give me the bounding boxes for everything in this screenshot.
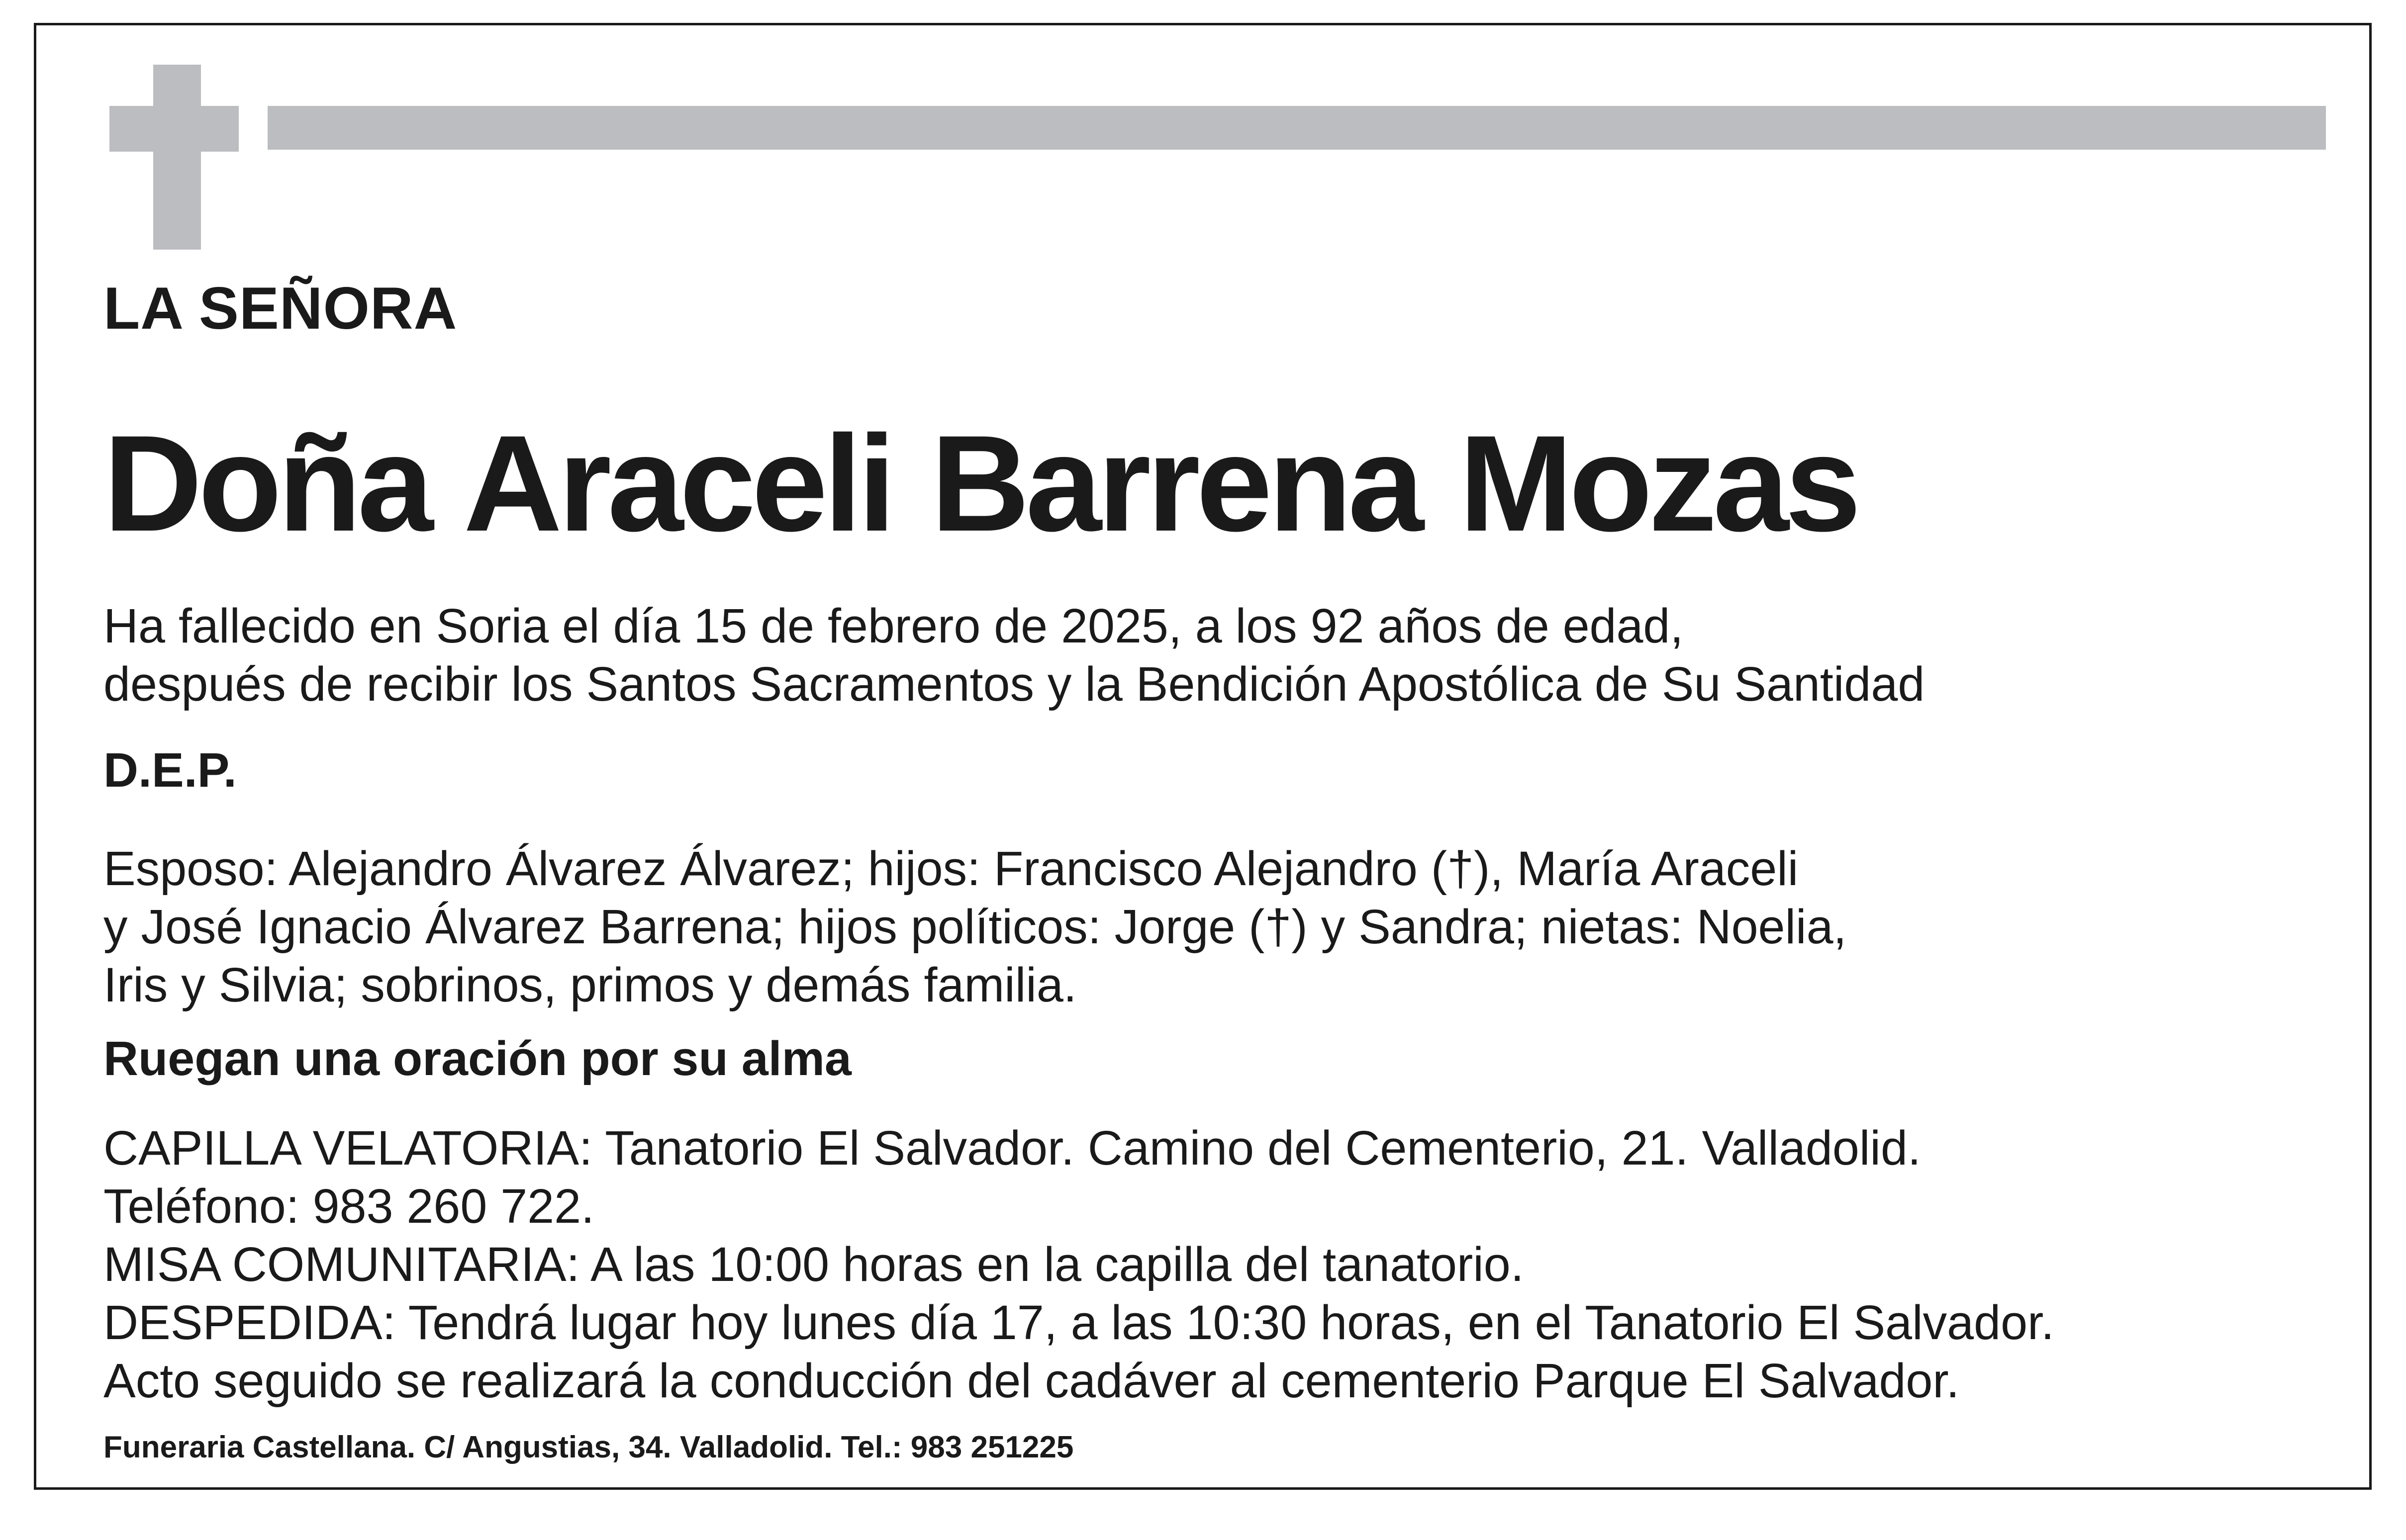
service-details-line: MISA COMUNITARIA: A las 10:00 horas en la capilla del tanatorio. <box>103 1237 1524 1291</box>
family-list-line: Iris y Silvia; sobrinos, primos y demás familia. <box>103 958 1077 1012</box>
death-announcement-line: Ha fallecido en Soria el día 15 de febrero de 2025, a los 92 años de edad, <box>103 599 1684 653</box>
honorific-title: LA SEÑORA <box>103 275 458 342</box>
service-details-line: CAPILLA VELATORIA: Tanatorio El Salvador. Camino del Cementerio, 21. Valladolid. <box>103 1121 1921 1175</box>
header-divider-bar <box>268 106 2326 150</box>
funeral-home-footer: Funeraria Castellana. C/ Angustias, 34. Valladolid. Tel.: 983 251225 <box>103 1430 1074 1464</box>
deceased-name: Doña Araceli Barrena Mozas <box>103 407 1857 560</box>
death-announcement <box>103 597 1925 713</box>
cross-horizontal-beam <box>109 106 239 152</box>
family-list-line: Esposo: Alejandro Álvarez Álvarez; hijos: Francisco Alejandro (†), María Araceli <box>103 841 1799 896</box>
rip-abbreviation: D.E.P. <box>103 743 237 797</box>
death-announcement-line: después de recibir los Santos Sacramentos y la Bendición Apostólica de Su Santidad <box>103 657 1925 711</box>
service-details-line: Acto seguido se realizará la conducción del cadáver al cementerio Parque El Salvador. <box>103 1354 1960 1408</box>
family-list <box>103 839 1847 1014</box>
cross-vertical-beam <box>153 65 201 250</box>
service-details-line: Teléfono: 983 260 722. <box>103 1179 595 1233</box>
family-list-line: y José Ignacio Álvarez Barrena; hijos políticos: Jorge (†) y Sandra; nietas: Noelia, <box>103 900 1847 954</box>
prayer-request: Ruegan una oración por su alma <box>103 1031 852 1086</box>
service-details-line: DESPEDIDA: Tendrá lugar hoy lunes día 17, a las 10:30 horas, en el Tanatorio El Salvador. <box>103 1295 2054 1350</box>
service-details <box>103 1119 2054 1410</box>
